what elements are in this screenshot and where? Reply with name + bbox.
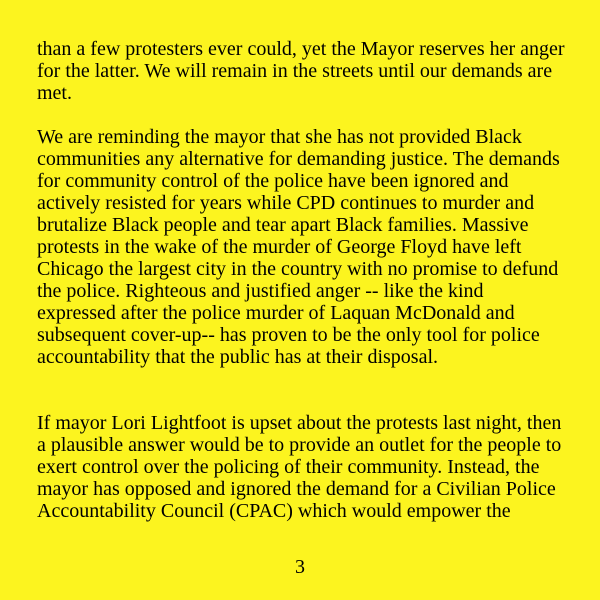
text-line: for the latter. We will remain in the streets until our demands are xyxy=(37,60,553,82)
text-line: expressed after the police murder of Laquan McDonald and xyxy=(37,302,515,324)
text-line: We are reminding the mayor that she has not provided Black xyxy=(37,126,522,148)
text-line: for community control of the police have been ignored and xyxy=(37,170,509,192)
text-line: met. xyxy=(37,82,72,104)
text-line: mayor has opposed and ignored the demand for a Civilian Police xyxy=(37,478,556,500)
text-line: actively resisted for years while CPD continues to murder and xyxy=(37,192,535,214)
text-line: than a few protesters ever could, yet the Mayor reserves her anger xyxy=(37,38,565,60)
paragraph-2 xyxy=(37,126,560,368)
text-line: the police. Righteous and justified anger -- like the kind xyxy=(37,280,484,302)
paragraph-3 xyxy=(37,412,561,522)
text-line: Accountability Council (CPAC) which would empower the xyxy=(37,500,511,522)
text-line: exert control over the policing of their community. Instead, the xyxy=(37,456,540,478)
text-line: protests in the wake of the murder of George Floyd have left xyxy=(37,236,522,258)
paragraph-1 xyxy=(37,38,565,104)
text-line: brutalize Black people and tear apart Black families. Massive xyxy=(37,214,529,236)
text-line: accountability that the public has at their disposal. xyxy=(37,346,439,368)
text-line: communities any alternative for demanding justice. The demands xyxy=(37,148,560,170)
page-number: 3 xyxy=(295,556,305,578)
text-line: a plausible answer would be to provide an outlet for the people to xyxy=(37,434,562,456)
text-line: Chicago the largest city in the country with no promise to defund xyxy=(37,258,559,280)
text-line: subsequent cover-up-- has proven to be the only tool for police xyxy=(37,324,540,346)
text-line: If mayor Lori Lightfoot is upset about the protests last night, then xyxy=(37,412,562,434)
